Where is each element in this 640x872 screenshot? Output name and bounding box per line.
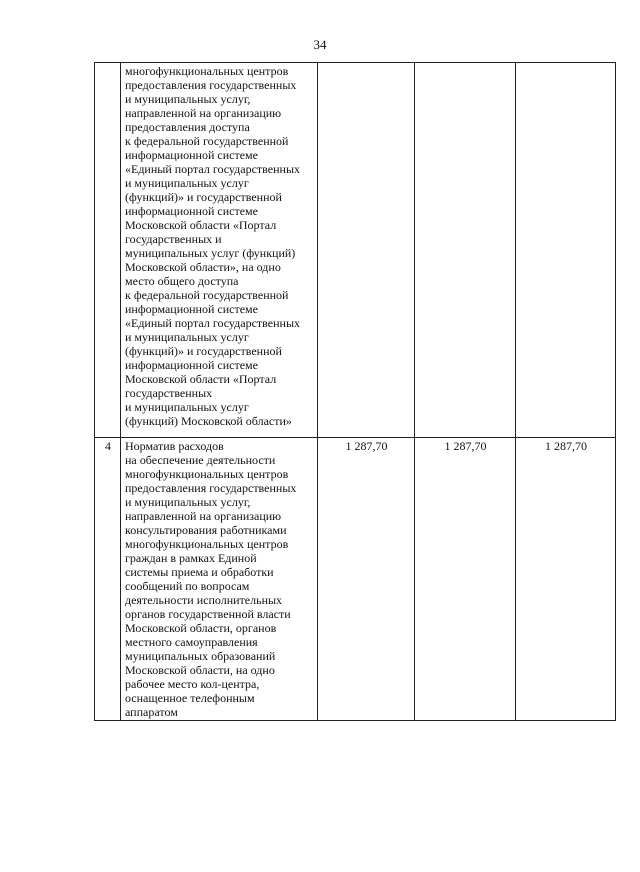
description-line: Московской области», на одно [125,260,281,274]
value-cell [516,63,616,438]
description-line: (функций) Московской области» [125,414,292,428]
description-line: информационной системе [125,302,258,316]
description-line: «Единый портал государственных [125,316,301,330]
description-line: консультирования работниками [125,523,287,537]
page-number: 34 [313,37,327,52]
description-line: информационной системе [125,358,258,372]
description-line: муниципальных образований [125,649,276,663]
description-line: информационной системе [125,148,258,162]
value-cell: 1 287,70 [516,438,616,721]
description-line: аппаратом [125,705,178,719]
cost-norms-table [94,62,616,721]
description-line: предоставления государственных [125,78,297,92]
description-line: деятельности исполнительных [125,593,283,607]
description-line: государственных и [125,232,222,246]
description-line: и муниципальных услуг [125,330,249,344]
description-line: муниципальных услуг (функций) [125,246,296,260]
value-cell: 1 287,70 [318,438,415,721]
description-line: Московской области «Портал [125,372,277,386]
description-line: сообщений по вопросам [125,579,250,593]
description-line: Московской области, органов [125,621,277,635]
value-cell: 1 287,70 [415,438,516,721]
description-line: направленной на организацию [125,106,282,120]
description-line: и муниципальных услуг, [125,92,251,106]
description-line: Московской области, на одно [125,663,275,677]
row-number-cell [95,63,121,438]
table-row [95,438,616,721]
value-cell [415,63,516,438]
description-line: направленной на организацию [125,509,282,523]
description-line: системы приема и обработки [125,565,274,579]
description-line: местного самоуправления [125,635,258,649]
description-line: Норматив расходов [125,439,224,453]
table-row [95,63,616,438]
description-line: Московской области «Портал [125,218,277,232]
row-description-cell [121,438,318,721]
description-line: информационной системе [125,204,258,218]
description-line: многофункциональных центров [125,467,289,481]
description-line: и муниципальных услуг, [125,495,251,509]
description-line: (функций)» и государственной [125,344,282,358]
description-line: государственных [125,386,213,400]
description-line: (функций)» и государственной [125,190,282,204]
description-line: место общего доступа [125,274,239,288]
description-line: предоставления государственных [125,481,297,495]
description-line: на обеспечение деятельности [125,453,276,467]
row-number-cell: 4 [95,438,121,721]
description-line: граждан в рамках Единой [125,551,257,565]
description-line: многофункциональных центров [125,64,289,78]
description-line: к федеральной государственной [125,134,289,148]
description-line: оснащенное телефонным [125,691,255,705]
description-line: многофункциональных центров [125,537,289,551]
value-cell [318,63,415,438]
description-line: органов государственной власти [125,607,291,621]
description-line: предоставления доступа [125,120,250,134]
row-description-cell [121,63,318,438]
description-line: и муниципальных услуг [125,400,249,414]
description-line: «Единый портал государственных [125,162,301,176]
description-line: рабочее место кол-центра, [125,677,260,691]
description-line: к федеральной государственной [125,288,289,302]
description-line: и муниципальных услуг [125,176,249,190]
